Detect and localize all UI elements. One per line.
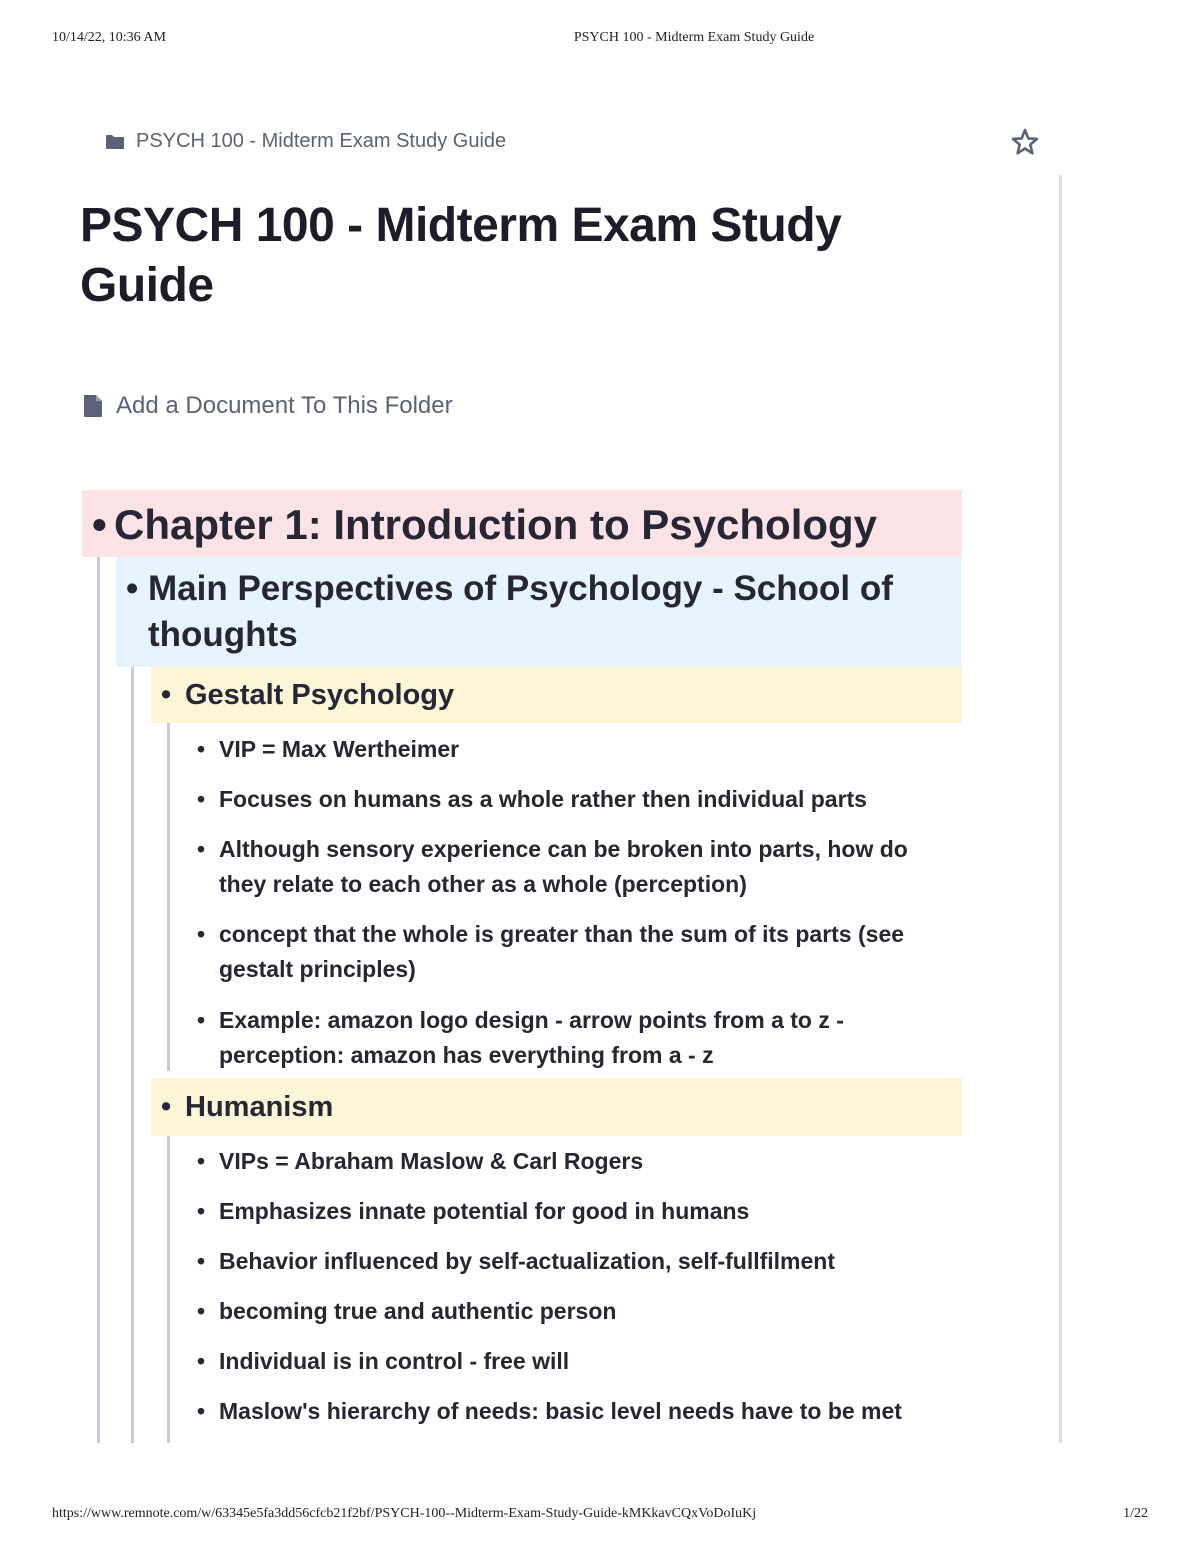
star-icon[interactable] bbox=[1010, 127, 1040, 157]
humanism-heading[interactable] bbox=[161, 1088, 333, 1126]
list-item[interactable] bbox=[197, 832, 937, 902]
list-item[interactable] bbox=[197, 1344, 937, 1379]
indent-guide-gestalt bbox=[167, 723, 170, 1071]
bullet-icon: • bbox=[197, 786, 206, 812]
gestalt-title: Gestalt Psychology bbox=[185, 679, 455, 711]
list-item-text: VIPs = Abraham Maslow & Carl Rogers bbox=[219, 1148, 644, 1174]
add-document-label: Add a Document To This Folder bbox=[116, 392, 453, 419]
list-item-text: Behavior influenced by self-actualization, self-fullfilment bbox=[219, 1248, 835, 1274]
bullet-icon: • bbox=[197, 1248, 206, 1274]
breadcrumb[interactable] bbox=[106, 130, 506, 153]
indent-guide-section bbox=[131, 667, 134, 1443]
print-datetime: 10/14/22, 10:36 AM bbox=[52, 30, 166, 45]
bullet-icon: • bbox=[197, 736, 206, 762]
document-icon bbox=[84, 395, 102, 417]
section-title: Main Perspectives of Psychology - School of thoughts bbox=[148, 569, 893, 654]
study-outline bbox=[0, 490, 1200, 1450]
breadcrumb-label: PSYCH 100 - Midterm Exam Study Guide bbox=[136, 130, 507, 152]
print-page-number: 1/22 bbox=[1123, 1506, 1148, 1521]
indent-guide-chapter bbox=[97, 557, 100, 1443]
page-title: PSYCH 100 - Midterm Exam Study Guide bbox=[80, 199, 842, 312]
list-item-text: concept that the whole is greater than the sum of its parts (see gestalt principles) bbox=[219, 921, 905, 982]
list-item-text: becoming true and authentic person bbox=[219, 1298, 617, 1324]
list-item[interactable] bbox=[197, 732, 937, 767]
folder-icon bbox=[106, 135, 124, 149]
list-item-text: Emphasizes innate potential for good in humans bbox=[219, 1198, 750, 1224]
bullet-icon: • bbox=[126, 569, 139, 608]
bullet-icon: • bbox=[161, 1091, 172, 1123]
bullet-icon: • bbox=[197, 1298, 206, 1324]
list-item[interactable] bbox=[197, 1144, 937, 1179]
bullet-icon: • bbox=[197, 1348, 206, 1374]
list-item-text: VIP = Max Wertheimer bbox=[219, 736, 460, 762]
list-item[interactable] bbox=[197, 917, 937, 987]
list-item-text: Focuses on humans as a whole rather then individual parts bbox=[219, 786, 867, 812]
bullet-icon: • bbox=[161, 679, 172, 711]
chapter-title: Chapter 1: Introduction to Psychology bbox=[114, 501, 878, 548]
bullet-icon: • bbox=[197, 1398, 206, 1424]
print-title: PSYCH 100 - Midterm Exam Study Guide bbox=[573, 30, 815, 45]
indent-guide-humanism bbox=[167, 1136, 170, 1443]
bullet-icon: • bbox=[197, 836, 206, 862]
list-item[interactable] bbox=[197, 1394, 937, 1429]
bullet-icon: • bbox=[197, 1007, 206, 1033]
list-item[interactable] bbox=[197, 1244, 937, 1279]
list-item-text: Maslow's hierarchy of needs: basic level needs have to be met bbox=[219, 1398, 902, 1424]
bullet-icon: • bbox=[197, 1198, 206, 1224]
list-item-text: Example: amazon logo design - arrow points from a to z - perception: amazon has everything from a - z bbox=[219, 1007, 844, 1068]
list-item[interactable] bbox=[197, 1003, 937, 1073]
bullet-icon: • bbox=[197, 921, 206, 947]
gestalt-heading[interactable] bbox=[161, 676, 454, 714]
humanism-title: Humanism bbox=[185, 1091, 334, 1123]
chapter-heading[interactable] bbox=[92, 497, 877, 553]
list-item[interactable] bbox=[197, 1294, 937, 1329]
add-document-link[interactable] bbox=[84, 392, 453, 420]
section-heading[interactable] bbox=[126, 566, 936, 658]
list-item-text: Although sensory experience can be broken into parts, how do they relate to each other as a whole (perception) bbox=[219, 836, 908, 897]
list-item[interactable] bbox=[197, 782, 937, 817]
bullet-icon: • bbox=[197, 1148, 206, 1174]
bullet-icon: • bbox=[92, 501, 107, 548]
print-url: https://www.remnote.com/w/63345e5fa3dd56cfcb21f2bf/PSYCH-100--Midterm-Exam-Study-Guide-kMKkavCQxVoDoIuKj bbox=[52, 1506, 757, 1521]
list-item[interactable] bbox=[197, 1194, 937, 1229]
list-item-text: Individual is in control - free will bbox=[219, 1348, 570, 1374]
